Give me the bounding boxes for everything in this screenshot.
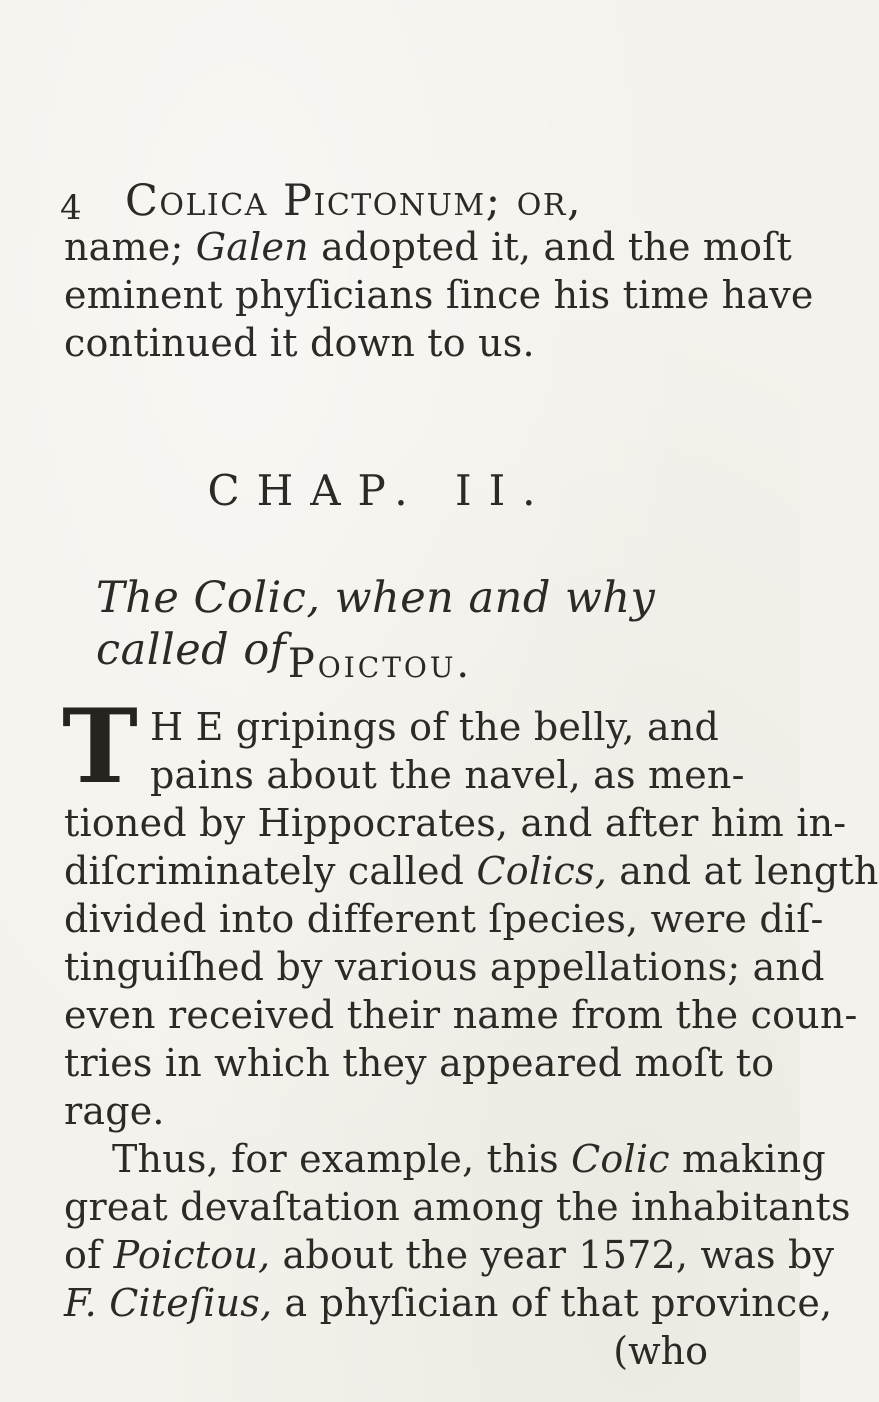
para2-line-1: Thus, for example, this Colic making xyxy=(112,1137,826,1181)
galen-name: Galen xyxy=(195,225,309,269)
page-number: 4 xyxy=(60,188,82,228)
drop-cap: T xyxy=(62,687,138,807)
running-title xyxy=(125,176,582,226)
para2-line-2: great devaſtation among the inhabitants xyxy=(64,1185,851,1229)
para2-line-3: of Poictou, about the year 1572, was by xyxy=(64,1233,835,1277)
chapter-heading: CHAP. II. xyxy=(207,466,553,515)
chapter-subtitle-place: Poictou. xyxy=(287,641,473,687)
para1-line-1: H E gripings of the belly, and xyxy=(150,705,720,749)
running-title-text: Colica Pictonum; or, xyxy=(125,176,583,226)
citesius-name: F. Citeſius, xyxy=(64,1281,273,1325)
para1-line-8: tries in which they appeared moſt to xyxy=(64,1041,775,1085)
colic-term: Colic xyxy=(571,1137,670,1181)
para1-line-3: tioned by Hippocrates, and after him in- xyxy=(64,801,847,845)
para1-line-9: rage. xyxy=(64,1089,165,1133)
intro-line-1: name; Galen adopted it, and the moſt xyxy=(64,225,792,269)
intro-line-2: eminent phyſicians ſince his time have xyxy=(64,273,814,317)
para1-line-4: diſcriminately called Colics, and at length xyxy=(64,849,879,893)
para2-line-4: F. Citeſius, a phyſician of that province, xyxy=(64,1281,833,1325)
para1-line-2: pains about the navel, as men- xyxy=(150,753,745,797)
intro-line-3: continued it down to us. xyxy=(64,321,535,365)
para1-line-6: tinguiſhed by various appellations; and xyxy=(64,945,825,989)
para1-line-5: divided into different ſpecies, were diſ- xyxy=(64,897,824,941)
para1-line-7: even received their name from the coun- xyxy=(64,993,858,1037)
poictou-place: Poictou, xyxy=(113,1233,271,1277)
catchword: (who xyxy=(613,1329,708,1373)
chapter-subtitle: The Colic, when and why called of xyxy=(96,573,656,675)
colics-term: Colics, xyxy=(476,849,607,893)
